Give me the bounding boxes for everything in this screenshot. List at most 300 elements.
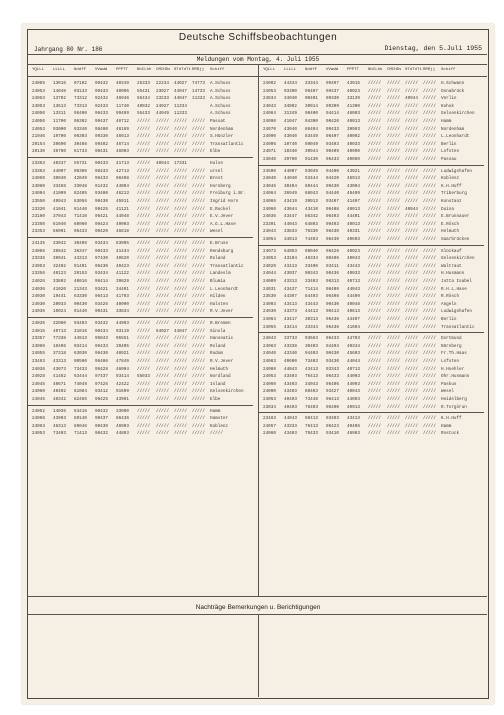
ship-name-cell: Wesel xyxy=(441,389,454,395)
code-cell: 99407 xyxy=(326,81,339,86)
rule-under-header xyxy=(27,54,487,55)
code-cell: ///// xyxy=(368,416,381,422)
code-cell: ///// xyxy=(192,271,205,277)
code-cell: 90420 xyxy=(326,119,339,124)
code-cell: 40123 xyxy=(53,271,66,277)
code-cell: ///// xyxy=(423,286,436,292)
code-cell: ///// xyxy=(368,423,381,429)
code-cell: ///// xyxy=(423,381,436,387)
code-cell: 24064 xyxy=(263,111,276,117)
code-cell: 24060 xyxy=(263,206,276,212)
code-cell: 23353 xyxy=(32,229,45,235)
code-cell: ///// xyxy=(423,149,436,155)
code-cell: 39405 xyxy=(116,343,129,349)
code-cell: 24054 xyxy=(263,237,276,242)
code-cell: 90432 xyxy=(95,408,108,414)
code-cell: 24050 xyxy=(32,176,45,182)
code-cell: ///// xyxy=(368,359,381,364)
ship-name-cell: Landeslm xyxy=(210,271,231,277)
code-cell: 24026 xyxy=(32,279,45,284)
code-cell: ///// xyxy=(423,263,436,269)
code-cell: ///// xyxy=(137,366,150,372)
code-cell: 96414 xyxy=(95,279,108,284)
code-cell: ///// xyxy=(137,336,150,342)
code-cell: 43915 xyxy=(347,81,360,86)
ship-name-cell: Nordenham xyxy=(441,126,465,132)
code-cell: ///// xyxy=(423,183,436,189)
code-cell: ///// xyxy=(192,183,205,189)
code-cell: 23027 xyxy=(156,88,169,94)
code-cell: 93414 xyxy=(116,374,129,380)
code-cell: 46003 xyxy=(347,111,360,117)
group-separator xyxy=(27,317,253,318)
code-cell: 32402 xyxy=(53,263,66,269)
code-cell: 40023 xyxy=(347,248,360,254)
code-cell: ///// xyxy=(387,248,400,254)
rule-under-columns xyxy=(27,76,487,77)
code-cell: 24031 xyxy=(263,286,276,292)
code-cell: 40090 xyxy=(116,301,129,307)
code-cell: ///// xyxy=(192,263,205,269)
code-cell: 40603 xyxy=(347,237,360,242)
code-cell: ///// xyxy=(192,149,205,155)
code-cell: ///// xyxy=(423,359,436,364)
code-cell: 24060 xyxy=(32,389,45,395)
ship-name-cell: Triberburg xyxy=(441,191,467,197)
code-cell: ///// xyxy=(387,271,400,277)
code-cell: 40713 xyxy=(347,279,360,284)
code-cell: 43413 xyxy=(284,263,297,269)
code-cell: ///// xyxy=(368,214,381,220)
code-cell: 44007 xyxy=(284,168,297,174)
code-cell: 34002 xyxy=(284,103,297,109)
code-cell: 71414 xyxy=(305,286,318,292)
column-header: Schiff xyxy=(441,68,456,72)
code-cell: 71410 xyxy=(74,214,87,220)
code-cell: ///// xyxy=(192,119,205,124)
code-cell: 24090 xyxy=(263,134,276,140)
code-cell: ///// xyxy=(423,374,436,380)
code-cell: ///// xyxy=(368,366,381,372)
code-cell: 44043 xyxy=(284,416,297,422)
code-cell: 89049 xyxy=(305,141,318,147)
code-cell: 24015 xyxy=(32,328,45,334)
code-cell: 90431 xyxy=(95,149,108,155)
ship-name-cell: Jutta Isabel xyxy=(441,279,472,284)
code-cell: 20130 xyxy=(32,149,45,155)
code-cell: ///// xyxy=(156,381,169,387)
ship-name-cell: Gelsenkirchen xyxy=(441,256,475,262)
ship-name-cell: Nürnberg xyxy=(441,343,462,349)
code-cell: ///// xyxy=(137,271,150,277)
code-cell: 40406 xyxy=(347,423,360,429)
jahrgang-label xyxy=(34,46,102,53)
ship-name-cell: R.V.Jever xyxy=(210,359,234,364)
code-cell: 30040 xyxy=(53,176,66,182)
ship-name-cell: Hamm xyxy=(210,408,221,414)
code-cell: ///// xyxy=(387,206,400,212)
code-cell: 32080 xyxy=(53,321,66,326)
code-cell: 40016 xyxy=(74,279,87,284)
ship-name-cell: H.Hoehler xyxy=(441,366,465,372)
code-cell: 34401 xyxy=(116,286,129,292)
ship-name-cell: Waltraut xyxy=(441,263,462,269)
code-cell: ///// xyxy=(423,237,436,242)
code-cell: 43403 xyxy=(284,431,297,437)
code-cell: ///// xyxy=(192,206,205,212)
code-cell: 41020 xyxy=(53,286,66,292)
code-cell: ///// xyxy=(368,324,381,330)
code-cell: 93343 xyxy=(326,366,339,372)
code-cell: 93434 xyxy=(95,271,108,277)
code-cell: 31349 xyxy=(284,111,297,117)
ship-name-cell: Rendsburg xyxy=(210,248,234,254)
code-cell: 11740 xyxy=(116,103,129,109)
group-separator xyxy=(258,412,484,413)
code-cell: ///// xyxy=(137,397,150,402)
code-cell: ///// xyxy=(368,103,381,109)
code-cell: 40990 xyxy=(347,149,360,155)
code-cell: ///// xyxy=(137,248,150,254)
code-cell: 94403 xyxy=(305,351,318,357)
code-cell: 55434 xyxy=(137,96,150,102)
code-cell: 93119 xyxy=(116,328,129,334)
ship-name-cell: H.Schwann xyxy=(441,81,465,86)
code-cell: 30408 xyxy=(74,141,87,147)
code-cell: ///// xyxy=(423,366,436,372)
code-cell: ///// xyxy=(156,149,169,155)
code-cell: ///// xyxy=(192,351,205,357)
code-cell: 24071 xyxy=(263,149,276,155)
code-cell: 46334 xyxy=(305,256,318,262)
code-cell: 24053 xyxy=(32,96,45,102)
code-cell: 43333 xyxy=(284,423,297,429)
code-cell: 46169 xyxy=(116,126,129,132)
code-cell: 73313 xyxy=(74,103,87,109)
code-cell: ///// xyxy=(192,408,205,414)
code-cell: 39700 xyxy=(284,157,297,162)
code-cell: ///// xyxy=(423,248,436,254)
code-cell: 24053 xyxy=(263,397,276,402)
code-cell: 44043 xyxy=(284,221,297,227)
ship-name-cell: Gelsenkirchen xyxy=(441,111,475,117)
code-cell: ///// xyxy=(192,248,205,254)
code-cell: 43437 xyxy=(284,286,297,292)
jahrgang-text: Jahrgang 80 Nr. 186 xyxy=(34,46,103,53)
code-cell: ///// xyxy=(174,374,187,380)
code-cell: ///// xyxy=(423,317,436,322)
code-cell: ///// xyxy=(192,381,205,387)
code-cell: 60444 xyxy=(305,183,318,189)
code-cell: 91440 xyxy=(74,309,87,315)
code-cell: 99330 xyxy=(326,96,339,102)
code-cell: ///// xyxy=(192,423,205,429)
ship-name-cell: Nordland xyxy=(210,374,231,380)
code-cell: ///// xyxy=(192,279,205,284)
code-cell: 03000 xyxy=(53,126,66,132)
code-cell: 43338 xyxy=(284,343,297,349)
code-cell: 61440 xyxy=(74,206,87,212)
code-cell: ///// xyxy=(368,126,381,132)
code-cell: 93411 xyxy=(326,263,339,269)
code-cell: 43419 xyxy=(284,199,297,204)
code-cell: 40013 xyxy=(347,221,360,227)
code-cell: 43414 xyxy=(284,324,297,330)
code-cell: 34013 xyxy=(284,237,297,242)
code-cell: 13702 xyxy=(53,96,66,102)
code-cell: 44703 xyxy=(347,336,360,342)
code-cell: ///// xyxy=(192,359,205,364)
ship-name-cell: Angeln xyxy=(441,301,457,307)
code-cell: 24053 xyxy=(32,103,45,109)
code-cell: ///// xyxy=(192,416,205,422)
code-cell: 90406 xyxy=(326,256,339,262)
code-cell: 95551 xyxy=(116,336,129,342)
code-cell: 33048 xyxy=(74,183,87,189)
code-cell: 92433 xyxy=(95,103,108,109)
code-cell: ///// xyxy=(174,119,187,124)
code-cell: 82466 xyxy=(74,397,87,402)
code-cell: ///// xyxy=(405,404,418,410)
code-cell: 93434 xyxy=(95,241,108,246)
code-cell: 44004 xyxy=(116,183,129,189)
code-cell: ///// xyxy=(156,176,169,182)
code-cell: ///// xyxy=(405,279,418,284)
code-cell: ///// xyxy=(137,221,150,227)
code-cell: 74773 xyxy=(192,81,205,86)
code-cell: 43410 xyxy=(305,206,318,212)
code-cell: 41009 xyxy=(53,191,66,197)
code-cell: ///// xyxy=(405,397,418,402)
code-cell: 42422 xyxy=(116,381,129,387)
code-cell: 76330 xyxy=(305,229,318,235)
code-cell: 73448 xyxy=(305,397,318,402)
code-cell: 25333 xyxy=(137,81,150,86)
code-cell: 43073 xyxy=(53,366,66,372)
code-cell: ///// xyxy=(387,126,400,132)
code-cell: 43040 xyxy=(284,134,297,140)
code-cell: ///// xyxy=(156,199,169,204)
ship-name-cell: Wesel xyxy=(210,229,223,235)
code-cell: 40331 xyxy=(347,229,360,235)
ship-name-cell: Osnabrück xyxy=(441,88,465,94)
code-cell: ///// xyxy=(405,374,418,380)
code-cell: 99403 xyxy=(326,221,339,227)
code-cell: 96433 xyxy=(326,157,339,162)
code-cell: 33403 xyxy=(305,279,318,284)
code-cell: 44040 xyxy=(284,176,297,182)
code-cell: ///// xyxy=(174,309,187,315)
code-cell: 24073 xyxy=(263,248,276,254)
code-cell: 24036 xyxy=(32,321,45,326)
ship-name-cell: Passau xyxy=(441,157,457,162)
ship-name-cell: R.Torgörun xyxy=(441,404,467,410)
code-cell: ///// xyxy=(423,351,436,357)
code-cell: 24053 xyxy=(263,88,276,94)
code-cell: ///// xyxy=(387,343,400,349)
code-cell: ///// xyxy=(423,309,436,315)
column-header: LLLLL xyxy=(284,68,297,72)
ship-name-cell: E.Ruckel xyxy=(210,206,231,212)
code-cell: 96497 xyxy=(305,88,318,94)
code-cell: ///// xyxy=(405,359,418,364)
report-heading xyxy=(22,56,494,63)
ship-name-cell: Blumia xyxy=(210,279,226,284)
code-cell: 93410 xyxy=(326,431,339,437)
code-cell: 44043 xyxy=(284,366,297,372)
code-cell: 40913 xyxy=(347,404,360,410)
code-cell: ///// xyxy=(174,431,187,437)
code-cell: ///// xyxy=(405,389,418,395)
code-cell: 44397 xyxy=(284,294,297,300)
code-cell: 33344 xyxy=(305,324,318,330)
code-cell: ///// xyxy=(405,286,418,292)
code-cell: 39913 xyxy=(305,199,318,204)
code-cell: 24036 xyxy=(32,286,45,292)
ship-name-cell: Ludwigshafen xyxy=(441,168,472,174)
column-header: VVwwW xyxy=(95,68,108,72)
column-header: CMCHDs xyxy=(156,68,171,72)
ship-name-cell: Ingrid Horn xyxy=(210,199,239,204)
code-cell: ///// xyxy=(387,214,400,220)
column-header: 0TdTdTt xyxy=(174,68,191,72)
code-cell: 93400 xyxy=(95,191,108,197)
code-cell: 24050 xyxy=(32,111,45,117)
code-cell: ///// xyxy=(192,241,205,246)
code-cell: ///// xyxy=(387,397,400,402)
code-cell: 42713 xyxy=(116,168,129,174)
code-cell: ///// xyxy=(368,397,381,402)
code-cell: ///// xyxy=(174,176,187,182)
code-cell: 61084 xyxy=(74,389,87,395)
code-cell: ///// xyxy=(405,126,418,132)
code-cell: 22234 xyxy=(156,81,169,86)
code-cell: ///// xyxy=(405,81,418,86)
code-cell: 97426 xyxy=(95,381,108,387)
code-cell: 41041 xyxy=(53,206,66,212)
code-cell: ///// xyxy=(368,309,381,315)
code-cell: 10406 xyxy=(53,343,66,349)
code-cell: ///// xyxy=(423,96,436,102)
code-cell: 24043 xyxy=(263,336,276,342)
ship-name-cell: ursel xyxy=(210,168,223,174)
code-cell: 41703 xyxy=(116,294,129,300)
ship-name-cell: Lofoten xyxy=(441,359,460,364)
code-cell: ///// xyxy=(137,416,150,422)
code-cell: 40600 xyxy=(284,359,297,364)
code-cell: 55433 xyxy=(137,111,150,117)
code-cell: ///// xyxy=(387,317,400,322)
code-cell: 43443 xyxy=(347,263,360,269)
code-cell: 98430 xyxy=(326,237,339,242)
code-cell: 43040 xyxy=(284,126,297,132)
code-cell: ///// xyxy=(192,366,205,372)
code-cell: 33834 xyxy=(116,309,129,315)
code-cell: ///// xyxy=(405,416,418,422)
code-cell: ///// xyxy=(156,183,169,189)
code-cell: ///// xyxy=(174,256,187,262)
code-cell: ///// xyxy=(405,103,418,109)
code-cell: ///// xyxy=(174,206,187,212)
code-cell: ///// xyxy=(423,88,436,94)
code-cell: ///// xyxy=(368,141,381,147)
code-cell: ///// xyxy=(156,359,169,364)
column-header: PPPTT xyxy=(116,68,129,72)
code-cell: 96423 xyxy=(326,423,339,429)
code-cell: 86342 xyxy=(305,214,318,220)
code-cell: 10700 xyxy=(53,134,66,140)
code-cell: ///// xyxy=(405,183,418,189)
code-cell: 46712 xyxy=(116,119,129,124)
code-cell: 24135 xyxy=(32,241,45,246)
code-cell: 99430 xyxy=(326,183,339,189)
code-cell: 46818 xyxy=(116,229,129,235)
code-cell: ///// xyxy=(192,256,205,262)
code-cell: 24055 xyxy=(32,351,45,357)
code-cell: 44044 xyxy=(347,359,360,364)
code-cell: 23357 xyxy=(32,336,45,342)
code-cell: ///// xyxy=(423,336,436,342)
code-cell: 47849 xyxy=(116,359,129,364)
code-cell: ///// xyxy=(405,141,418,147)
ship-name-cell: Island xyxy=(210,381,226,387)
code-cell: 37043 xyxy=(53,214,66,220)
code-cell: 24070 xyxy=(263,126,276,132)
code-cell: 24004 xyxy=(32,191,45,197)
code-cell: ///// xyxy=(387,301,400,307)
code-cell: ///// xyxy=(368,286,381,292)
code-cell: 73403 xyxy=(305,359,318,364)
code-cell: 40349 xyxy=(116,81,129,86)
code-cell: 46409 xyxy=(347,191,360,197)
ship-name-cell: Paskus xyxy=(441,381,457,387)
ship-name-cell: Elbe xyxy=(210,149,221,155)
notes-heading: Nachträge Bemerkungen u. Berichtigungen xyxy=(195,604,321,611)
code-cell: ///// xyxy=(174,214,187,220)
code-cell: 99330 xyxy=(95,134,108,140)
ship-name-cell: Berlin xyxy=(441,317,457,322)
code-cell: ///// xyxy=(368,206,381,212)
code-cell: 40013 xyxy=(347,206,360,212)
ship-name-cell: Hanseatic xyxy=(210,336,234,342)
code-cell: 66001 xyxy=(53,229,66,235)
ship-name-cell: ///// xyxy=(210,431,223,437)
code-cell: 24060 xyxy=(263,366,276,372)
code-cell: 24002 xyxy=(263,81,276,86)
code-cell: 99425 xyxy=(95,206,108,212)
code-cell: 44007 xyxy=(53,168,66,174)
page-title: Deutsche Schiffsbeobachtungen xyxy=(178,32,338,43)
code-cell: ///// xyxy=(387,423,400,429)
ship-name-cell: Brest xyxy=(210,176,223,182)
code-cell: ///// xyxy=(192,336,205,342)
ship-name-cell: R.V.Jever xyxy=(210,309,234,315)
ship-name-cell: Dortmund xyxy=(441,336,462,342)
ship-name-cell: A.Schuss xyxy=(210,81,231,86)
code-cell: 24027 xyxy=(156,103,169,109)
code-cell: 40347 xyxy=(53,161,66,166)
code-cell: ///// xyxy=(368,351,381,357)
code-cell: 90430 xyxy=(95,423,108,429)
code-cell: ///// xyxy=(387,119,400,124)
code-cell: ///// xyxy=(423,111,436,117)
code-cell: ///// xyxy=(156,423,169,429)
code-cell: 24043 xyxy=(263,229,276,235)
code-cell: 96400 xyxy=(74,111,87,117)
code-cell: ///// xyxy=(174,351,187,357)
code-cell: 23233 xyxy=(156,96,169,102)
code-cell: ///// xyxy=(156,294,169,300)
